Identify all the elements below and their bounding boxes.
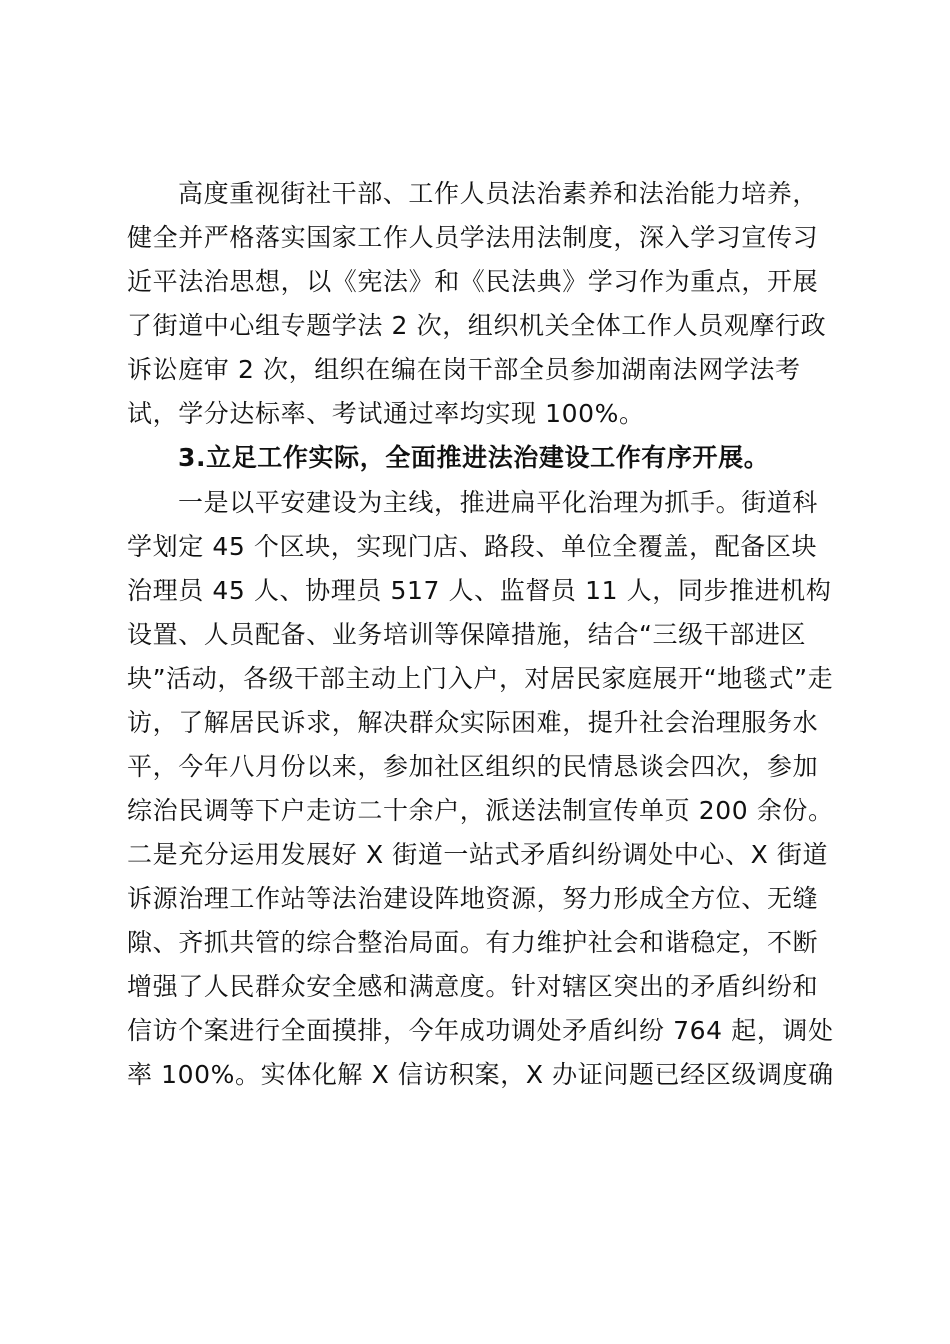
paragraph-line: 块”活动，各级干部主动上门入户，对居民家庭展开“地毯式”走 xyxy=(127,664,834,693)
paragraph-line: 高度重视街社干部、工作人员法治素养和法治能力培养， xyxy=(178,179,819,208)
paragraph-line: 平，今年八月份以来，参加社区组织的民情恳谈会四次，参加 xyxy=(127,752,819,781)
section-heading: 3.立足工作实际，全面推进法治建设工作有序开展。 xyxy=(178,443,770,472)
paragraph-line: 健全并严格落实国家工作人员学法用法制度，深入学习宣传习 xyxy=(127,223,819,252)
paragraph-line: 设置、人员配备、业务培训等保障措施，结合“三级干部进区 xyxy=(127,620,807,649)
paragraph-line: 诉源治理工作站等法治建设阵地资源，努力形成全方位、无缝 xyxy=(127,884,819,913)
paragraph-line: 访，了解居民诉求，解决群众实际困难，提升社会治理服务水 xyxy=(127,708,819,737)
paragraph-line: 一是以平安建设为主线，推进扁平化治理为抓手。街道科 xyxy=(178,488,819,517)
paragraph-line: 近平法治思想，以《宪法》和《民法典》学习作为重点，开展 xyxy=(127,267,819,296)
paragraph-line: 率 100%。实体化解 X 信访积案，X 办证问题已经区级调度确 xyxy=(127,1060,834,1089)
paragraph-line: 了街道中心组专题学法 2 次，组织机关全体工作人员观摩行政 xyxy=(127,311,827,340)
paragraph-line: 治理员 45 人、协理员 517 人、监督员 11 人，同步推进机构 xyxy=(127,576,832,605)
paragraph-line: 信访个案进行全面摸排，今年成功调处矛盾纠纷 764 起，调处 xyxy=(127,1016,834,1045)
paragraph-line: 增强了人民群众安全感和满意度。针对辖区突出的矛盾纠纷和 xyxy=(127,972,819,1001)
paragraph-line: 诉讼庭审 2 次，组织在编在岗干部全员参加湖南法网学法考 xyxy=(127,355,801,384)
paragraph-line: 隙、齐抓共管的综合整治局面。有力维护社会和谐稳定，不断 xyxy=(127,928,819,957)
paragraph-line: 综治民调等下户走访二十余户，派送法制宣传单页 200 余份。 xyxy=(127,796,834,825)
paragraph-line: 学划定 45 个区块，实现门店、路段、单位全覆盖，配备区块 xyxy=(127,532,818,561)
paragraph-line: 二是充分运用发展好 X 街道一站式矛盾纠纷调处中心、X 街道 xyxy=(127,840,829,869)
paragraph-line: 试，学分达标率、考试通过率均实现 100%。 xyxy=(127,399,645,428)
